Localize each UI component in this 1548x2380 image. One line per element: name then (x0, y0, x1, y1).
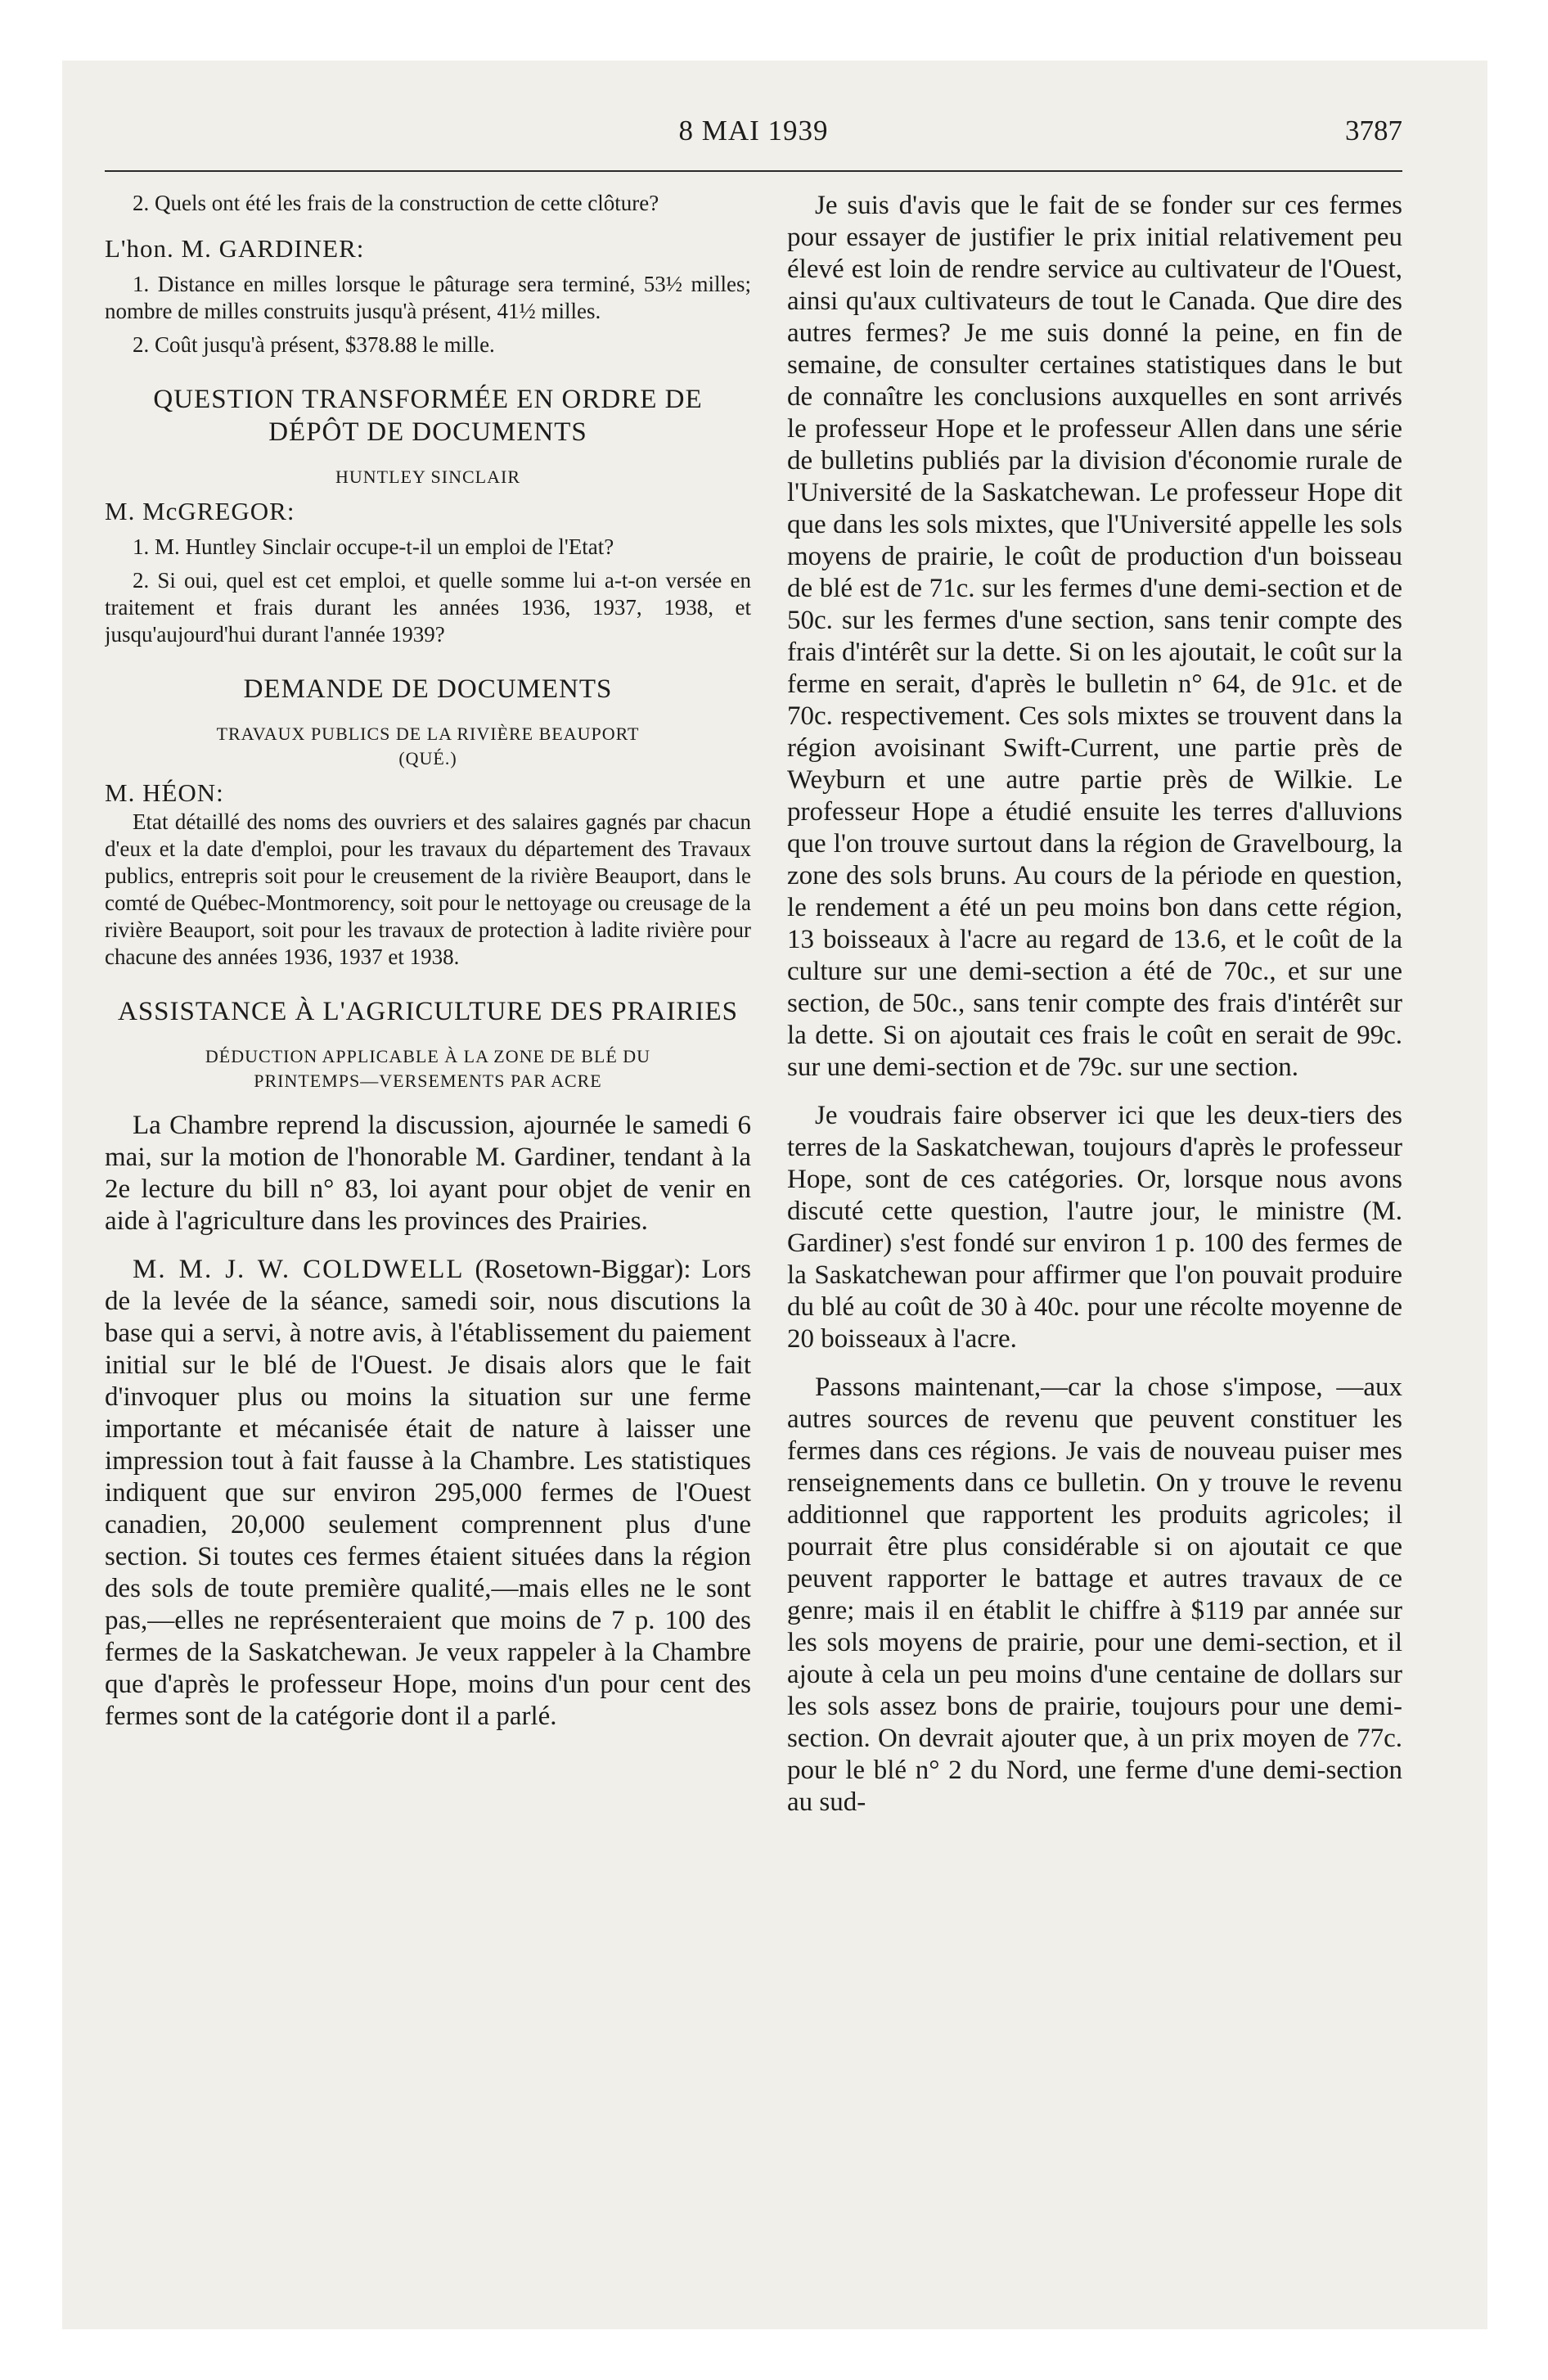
subheading-quebec: (QUÉ.) (398, 748, 457, 769)
speaker-mcgregor: M. McGREGOR: (105, 497, 295, 525)
subheading-travaux-publics: TRAVAUX PUBLICS DE LA RIVIÈRE BEAUPORT (216, 723, 640, 744)
right-paragraph-2: Je voudrais faire observer ici que les deux-tiers des terres de la Saskatchewan, toujours d'après le professeur Hope, sont de ces catégories. Or, lorsque nous avons discuté cette question, l'autre jour, le ministre (M. Gardiner) s'est fondé sur environ 1 p. 100 des fermes de la Saskatchewan pour affirmer que l'on pouvait produire du blé au coût de 30 à 40c. pour une récolte moyenne de 20 boisseaux à l'acre. (787, 1101, 1402, 1354)
right-paragraph-1: Je suis d'avis que le fait de se fonder sur ces fermes pour essayer de justifier le prix initial relativement peu élevé est loin de rendre service au cultivateur de l'Ouest, ainsi qu'aux cultivateurs de tout le Canada. Que dire des autres fermes? Je me suis donné la peine, en fin de semaine, de consulter certaines statistiques dans le but de connaître les conclusions auxquelles en sont arrivés le professeur Hope et le professeur Allen dans une série de bulletins publiés par la division d'économie rurale de l'Université de la Saskatchewan. Le professeur Hope dit que dans les sols mixtes, que l'Université appelle les sols moyens de prairie, le coût de production d'un boisseau de blé est de 71c. sur les fermes d'une demi-section et de 50c. sur les fermes d'une section, sans tenir compte des frais d'intérêt sur la dette. Si on les ajoutait, le coût sur la ferme en serait, d'après le bulletin n° 64, de 91c. et de 70c. respectivement. Ces sols mixtes se trouvent dans la région avoisinant Swift-Current, une partie près de Weyburn et une autre partie près de Wilkie. Le professeur Hope a étudié ensuite les terres d'alluvions que l'on trouve surtout dans la région de Gravelbourg, la zone des sols bruns. Au cours de la période en question, le rendement a été un peu moins bon dans cette région, 13 boisseaux à l'acre au regard de 13.6, et le coût de la culture sur une demi-section a été de 70c., et sur une section, de 50c., sans tenir compte des frais d'intérêt sur la dette. Si on ajoutait ces frais le coût en serait de 99c. sur une demi-section et de 79c. sur une section. (787, 191, 1402, 1082)
coldwell-text: (Rosetown-Biggar): Lors de la levée de la séance, samedi soir, nous discutions la base qui a servi, à notre avis, à l'établissement du paiement initial sur le blé de l'Ouest. Je disais alors que le fait d'invoquer plus ou moins la situation sur une ferme importante et mécanisée était de nature à laisser une impression tout à fait fausse à la Chambre. Les statistiques indiquent que sur environ 295,000 fermes de l'Ouest canadien, 20,000 seulement comprennent plus d'une section. Si toutes ces fermes étaient situées dans la région des sols de toute première qualité,—mais elles ne le sont pas,—elles ne représenteraient que moins de 7 p. 100 des fermes de la Saskatchewan. Je veux rappeler à la Chambre que d'après le professeur Hope, moins d'un pour cent des fermes sont de la catégorie dont il a parlé. (105, 1255, 751, 1731)
page-header (105, 115, 1402, 164)
question-2: 2. Quels ont été les frais de la construction de cette clôture? (133, 191, 659, 215)
mcgregor-question-2: 2. Si oui, quel est cet emploi, et quelle somme lui a-t-on versée en traitement et frais durant les années 1936, 1937, 1938, et jusqu'aujourd'hui durant l'année 1939? (105, 568, 751, 647)
paragraph-resume-debate: La Chambre reprend la discussion, ajournée le samedi 6 mai, sur la motion de l'honorable M. Gardiner, tendant à la 2e lecture du bill n° 83, loi ayant pour objet de venir en aide à l'agriculture dans les provinces des Prairies. (105, 1111, 751, 1236)
subheading-huntley-sinclair: HUNTLEY SINCLAIR (335, 467, 520, 487)
heading-assistance-agriculture: ASSISTANCE À L'AGRICULTURE DES PRAIRIES (118, 997, 738, 1026)
heon-motion-text: Etat détaillé des noms des ouvriers et des salaires gagnés par chacun d'eux et la date d'emploi, pour les travaux du département des Travaux publics, entrepris soit pour le creusement de la rivière Beauport, dans le comté de Québec-Montmorency, soit pour le nettoyage ou creusage de la rivière Beauport, soit pour les travaux de protection à ladite rivière pour chacune des années 1936, 1937 et 1938. (105, 809, 751, 969)
speaker-heon: M. HÉON: (105, 778, 224, 807)
right-paragraph-3: Passons maintenant,—car la chose s'impose, —aux autres sources de revenu que peuvent constituer les fermes dans ces régions. Je vais de nouveau puiser mes renseignements dans ce bulletin. On y trouve le revenu additionnel que rapportent les produits agricoles; il pourrait être plus considérable si on ajoutait ce que peuvent rapporter le battage et autres travaux de ce genre; mais il en établit le chiffre à $119 par année sur les sols moyens de prairie, pour une demi-section, et il ajoute à cela un peu moins d'une centaine de dollars sur les sols assez bons de prairie, toujours pour une demi-section. On devrait ajouter que, à un prix moyen de 77c. pour le blé n° 2 du Nord, une ferme d'une demi-section au sud- (787, 1373, 1402, 1817)
mcgregor-question-1: 1. M. Huntley Sinclair occupe-t-il un emploi de l'Etat? (133, 534, 614, 559)
speaker-gardiner: L'hon. M. GARDINER: (105, 234, 365, 263)
subheading-deduction: DÉDUCTION APPLICABLE À LA ZONE DE BLÉ DU (205, 1046, 651, 1066)
heading-question-transformed: QUESTION TRANSFORMÉE EN ORDRE DE DÉPÔT DE DOCUMENTS (153, 385, 703, 447)
page-number: 3787 (1345, 115, 1402, 146)
left-column (105, 190, 751, 2285)
heading-demande-documents: DEMANDE DE DOCUMENTS (243, 674, 613, 704)
subheading-versements: PRINTEMPS—VERSEMENTS PAR ACRE (254, 1071, 602, 1091)
answer-1: 1. Distance en milles lorsque le pâturage sera terminé, 53½ milles; nombre de milles construits jusqu'à présent, 41½ milles. (105, 272, 751, 323)
answer-2: 2. Coût jusqu'à présent, $378.88 le mille. (133, 332, 495, 357)
page-date: 8 MAI 1939 (678, 115, 829, 146)
header-rule (105, 170, 1402, 172)
speaker-coldwell: M. M. J. W. COLDWELL (133, 1255, 465, 1284)
coldwell-speech (105, 1254, 751, 1733)
right-column (787, 190, 1402, 2285)
